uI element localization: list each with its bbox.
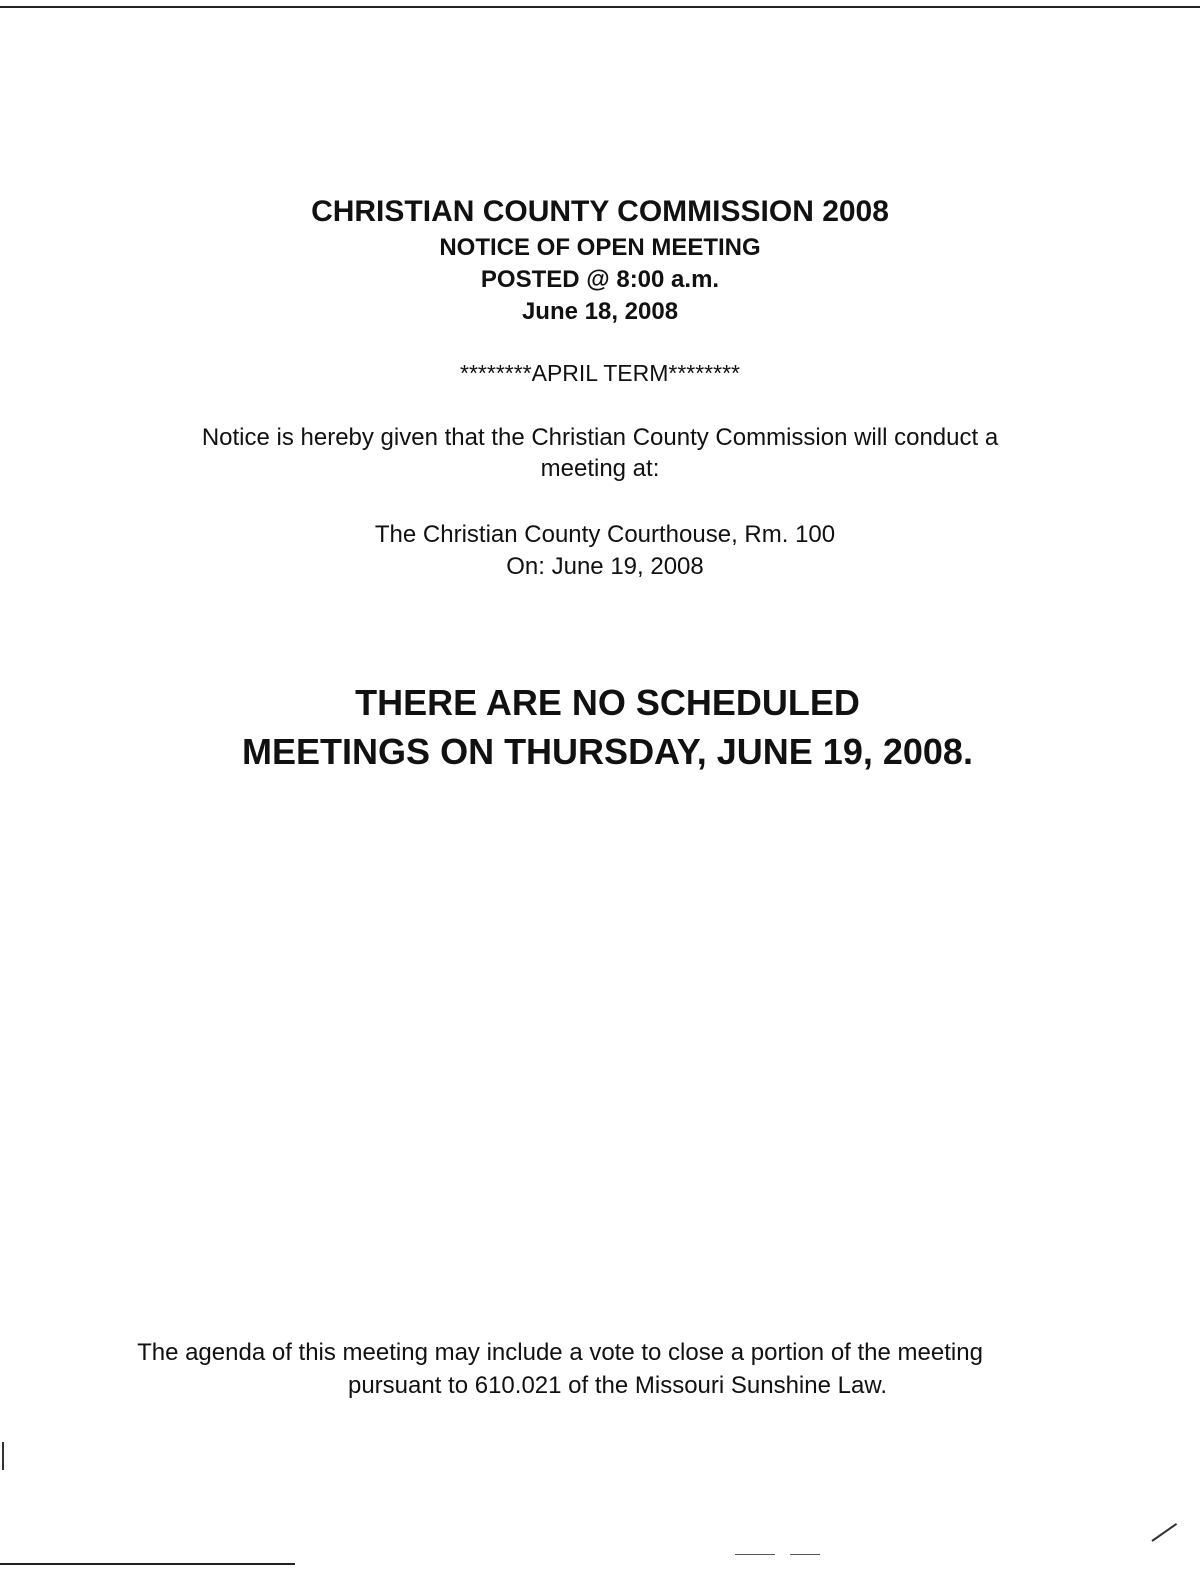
footer-note: The agenda of this meeting may include a vote to close a portion of the meeting — [137, 1339, 983, 1366]
document-title: CHRISTIAN COUNTY COMMISSION 2008 — [311, 195, 889, 228]
scan-edge-bottom — [0, 1563, 295, 1565]
footer-note: pursuant to 610.021 of the Missouri Sunshine Law. — [347, 1372, 887, 1399]
posted-date: June 18, 2008 — [521, 298, 679, 325]
scan-speck — [735, 1554, 775, 1555]
notice-line: Notice is hereby given that the Christian County Commission will conduct a — [201, 424, 999, 451]
scan-edge-top — [0, 6, 1200, 8]
announcement-line: MEETINGS ON THURSDAY, JUNE 19, 2008. — [242, 731, 973, 772]
announcement-line: THERE ARE NO SCHEDULED — [355, 682, 860, 723]
term-label: ********APRIL TERM******** — [460, 360, 740, 386]
scan-speck — [790, 1554, 820, 1555]
meeting-location: The Christian County Courthouse, Rm. 100 — [374, 521, 836, 548]
posted-time: POSTED @ 8:00 a.m. — [480, 266, 720, 293]
scan-corner-mark — [1151, 1523, 1177, 1542]
scan-edge-left — [2, 1442, 4, 1470]
notice-line: meeting at: — [540, 455, 660, 482]
meeting-date: On: June 19, 2008 — [506, 553, 704, 580]
notice-paragraph — [100, 422, 1100, 484]
notice-heading: NOTICE OF OPEN MEETING — [439, 234, 761, 261]
